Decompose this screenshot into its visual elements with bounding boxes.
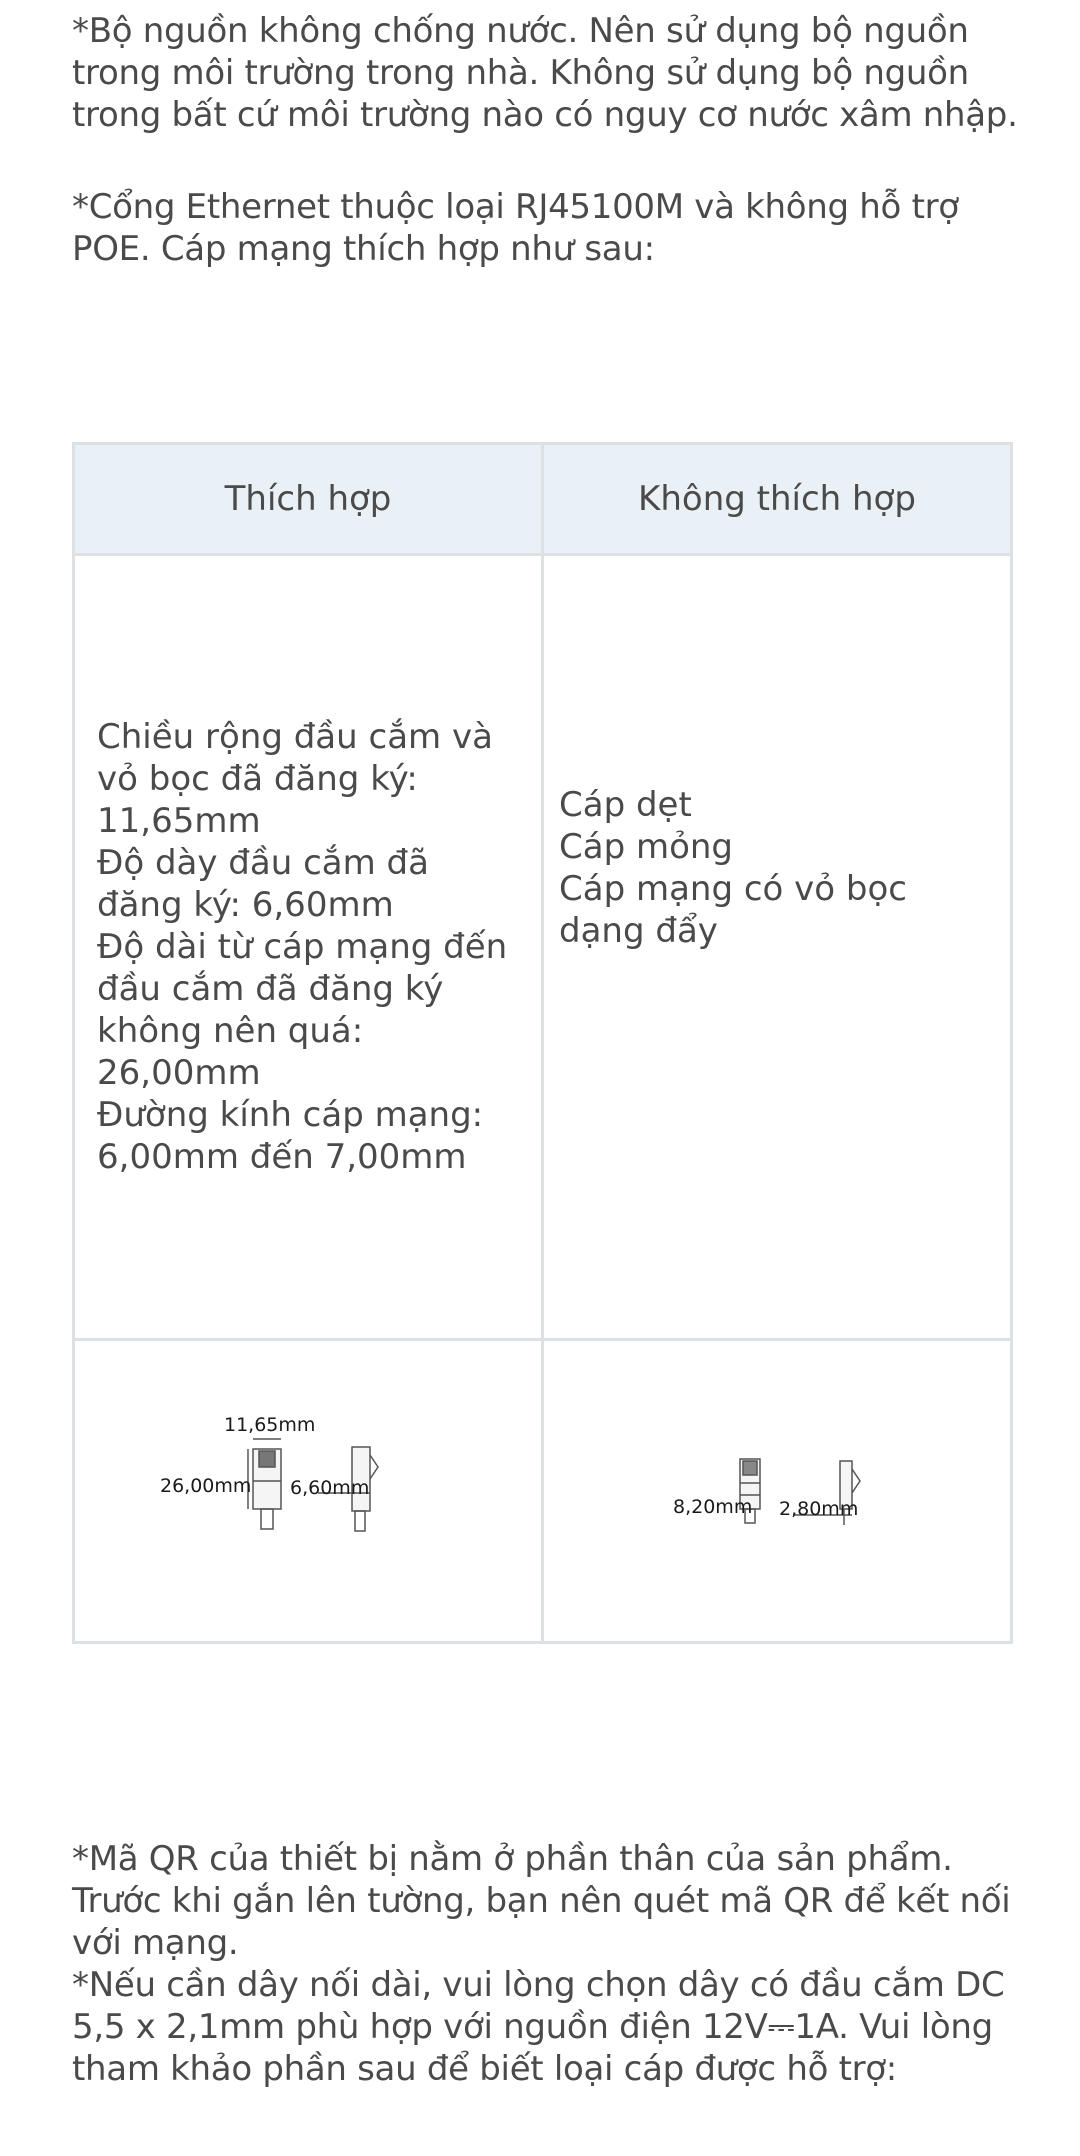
note-line: trong môi trường trong nhà. Không sử dụng bộ nguồn <box>72 53 969 93</box>
spec-line: đăng ký: 6,60mm <box>97 885 394 925</box>
spec-line: vỏ bọc đã đăng ký: <box>97 759 418 799</box>
header-unsuitable: Không thích hợp <box>543 444 1012 555</box>
spec-line: Độ dài từ cáp mạng đến <box>97 927 508 967</box>
note-line: *Nếu cần dây nối dài, vui lòng chọn dây có đầu cắm DC <box>72 1965 1005 2005</box>
thickness-dimension-label: 2,80mm <box>779 1498 859 1520</box>
note-line: *Mã QR của thiết bị nằm ở phần thân của sản phẩm. <box>72 1839 953 1879</box>
qr-and-extension-cable-note <box>72 1838 1032 2090</box>
width-dimension-label: 8,20mm <box>673 1496 753 1518</box>
rj45-front-view-icon <box>248 1439 281 1529</box>
unsuitable-description-cell <box>543 555 1012 1340</box>
thickness-dimension-label: 6,60mm <box>290 1477 370 1499</box>
note-line: trong bất cứ môi trường nào có nguy cơ nước xâm nhập. <box>72 95 1018 135</box>
suitable-connector-diagram-cell <box>74 1340 543 1643</box>
spec-line: 26,00mm <box>97 1053 261 1093</box>
unsuitable-rj45-diagram <box>627 1409 927 1569</box>
suitable-rj45-diagram <box>158 1409 458 1569</box>
note-line: với mạng. <box>72 1923 239 1963</box>
spec-line: Cáp dẹt <box>559 785 692 825</box>
cable-compatibility-table <box>72 442 1013 1644</box>
spec-line: Đường kính cáp mạng: <box>97 1095 484 1135</box>
note-line: *Bộ nguồn không chống nước. Nên sử dụng bộ nguồn <box>72 11 969 51</box>
spec-line: đầu cắm đã đăng ký <box>97 969 444 1009</box>
note-line: tham khảo phần sau để biết loại cáp được hỗ trợ: <box>72 2049 897 2089</box>
length-dimension-label: 26,00mm <box>160 1475 252 1497</box>
header-suitable: Thích hợp <box>74 444 543 555</box>
note-line: 5,5 x 2,1mm phù hợp với nguồn điện 12V⎓1A. Vui lòng <box>72 2007 993 2047</box>
table-row <box>74 1340 1012 1643</box>
suitable-description-cell <box>74 555 543 1340</box>
spec-line: 11,65mm <box>97 801 261 841</box>
power-supply-note <box>72 10 1032 136</box>
spec-line: Cáp mỏng <box>559 827 734 867</box>
width-dimension-label: 11,65mm <box>224 1414 316 1436</box>
note-line: Trước khi gắn lên tường, bạn nên quét mã QR để kết nối <box>72 1881 1011 1921</box>
spec-line: không nên quá: <box>97 1011 364 1051</box>
table-row <box>74 555 1012 1340</box>
note-line: *Cổng Ethernet thuộc loại RJ45100M và không hỗ trợ <box>72 187 959 227</box>
spec-line: Cáp mạng có vỏ bọc <box>559 869 907 909</box>
spec-line: Độ dày đầu cắm đã <box>97 843 429 883</box>
table-header-row <box>74 444 1012 555</box>
spec-line: 6,00mm đến 7,00mm <box>97 1137 467 1177</box>
note-line: POE. Cáp mạng thích hợp như sau: <box>72 229 655 269</box>
ethernet-note <box>72 186 1032 270</box>
unsuitable-connector-diagram-cell <box>543 1340 1012 1643</box>
spec-line: Chiều rộng đầu cắm và <box>97 717 493 757</box>
spec-line: dạng đẩy <box>559 911 718 951</box>
